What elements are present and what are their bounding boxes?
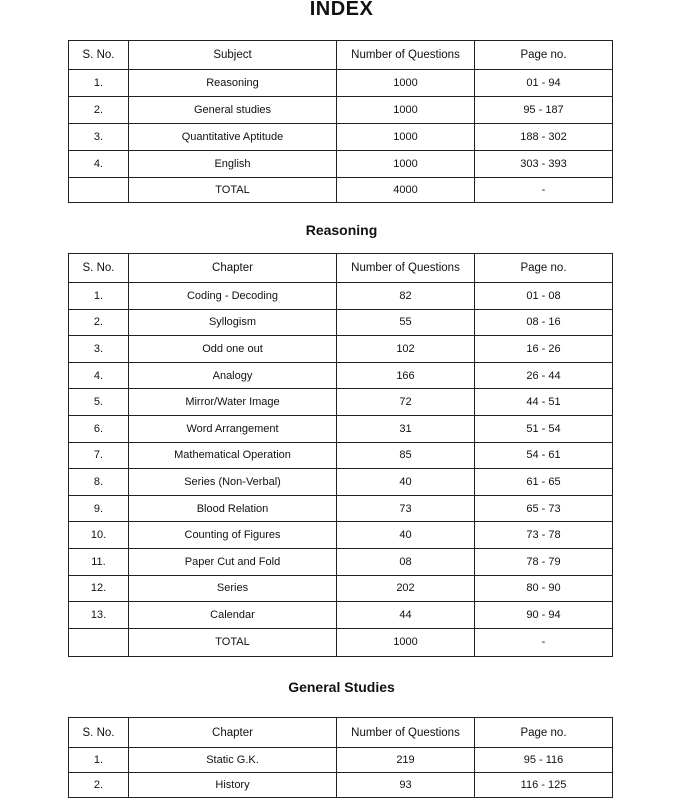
cell-subject: Series (Non-Verbal)	[129, 469, 337, 496]
cell-page: 303 - 393	[475, 151, 613, 178]
cell-page: 116 - 125	[475, 773, 613, 798]
cell-sno: 8.	[69, 469, 129, 496]
cell-subject: Calendar	[129, 602, 337, 629]
index-table	[68, 40, 613, 203]
column-header-sno: S. No.	[69, 718, 129, 748]
cell-subject: Static G.K.	[129, 748, 337, 773]
total-cell-subject: TOTAL	[129, 178, 337, 203]
table-row	[69, 389, 613, 416]
cell-questions: 1000	[337, 70, 475, 97]
table-row	[69, 415, 613, 442]
column-header-page: Page no.	[475, 254, 613, 283]
cell-page: 78 - 79	[475, 548, 613, 575]
general-studies-table	[68, 717, 613, 798]
table-row	[69, 575, 613, 602]
total-row	[69, 178, 613, 203]
cell-subject: Reasoning	[129, 70, 337, 97]
cell-page: 80 - 90	[475, 575, 613, 602]
cell-subject: Analogy	[129, 362, 337, 389]
cell-page: 95 - 187	[475, 97, 613, 124]
cell-questions: 82	[337, 283, 475, 310]
page-title: INDEX	[309, 0, 374, 20]
table-row	[69, 362, 613, 389]
cell-page: 95 - 116	[475, 748, 613, 773]
cell-questions: 55	[337, 309, 475, 336]
table-row	[69, 151, 613, 178]
table-row	[69, 495, 613, 522]
cell-sno: 1.	[69, 283, 129, 310]
cell-page: 188 - 302	[475, 124, 613, 151]
cell-questions: 93	[337, 773, 475, 798]
cell-sno: 13.	[69, 602, 129, 629]
cell-questions: 40	[337, 522, 475, 549]
cell-page: 73 - 78	[475, 522, 613, 549]
cell-page: 16 - 26	[475, 336, 613, 363]
column-header-subject: Chapter	[129, 254, 337, 283]
cell-page: 01 - 94	[475, 70, 613, 97]
cell-page: 90 - 94	[475, 602, 613, 629]
cell-sno: 4.	[69, 362, 129, 389]
cell-questions: 08	[337, 548, 475, 575]
table-row	[69, 70, 613, 97]
cell-sno: 2.	[69, 309, 129, 336]
column-header-questions: Number of Questions	[337, 718, 475, 748]
cell-sno: 6.	[69, 415, 129, 442]
cell-subject: Quantitative Aptitude	[129, 124, 337, 151]
cell-questions: 31	[337, 415, 475, 442]
cell-questions: 73	[337, 495, 475, 522]
table-row	[69, 309, 613, 336]
cell-subject: Mirror/Water Image	[129, 389, 337, 416]
total-cell-sno	[69, 628, 129, 656]
cell-sno: 4.	[69, 151, 129, 178]
cell-questions: 1000	[337, 97, 475, 124]
total-cell-sno	[69, 178, 129, 203]
table-row	[69, 773, 613, 798]
table-row	[69, 748, 613, 773]
cell-questions: 102	[337, 336, 475, 363]
table-header-row	[69, 718, 613, 748]
table-row	[69, 602, 613, 629]
column-header-page: Page no.	[475, 718, 613, 748]
cell-subject: Coding - Decoding	[129, 283, 337, 310]
cell-questions: 166	[337, 362, 475, 389]
cell-questions: 40	[337, 469, 475, 496]
cell-page: 01 - 08	[475, 283, 613, 310]
cell-questions: 1000	[337, 124, 475, 151]
cell-questions: 85	[337, 442, 475, 469]
total-cell-subject: TOTAL	[129, 628, 337, 656]
cell-questions: 72	[337, 389, 475, 416]
cell-sno: 12.	[69, 575, 129, 602]
general-studies-heading: General Studies	[288, 679, 395, 695]
column-header-questions: Number of Questions	[337, 41, 475, 70]
cell-page: 65 - 73	[475, 495, 613, 522]
reasoning-table	[68, 253, 613, 657]
total-row	[69, 628, 613, 656]
table-row	[69, 124, 613, 151]
cell-sno: 1.	[69, 748, 129, 773]
cell-sno: 2.	[69, 97, 129, 124]
cell-questions: 1000	[337, 151, 475, 178]
cell-sno: 3.	[69, 336, 129, 363]
cell-questions: 44	[337, 602, 475, 629]
cell-page: 26 - 44	[475, 362, 613, 389]
cell-sno: 7.	[69, 442, 129, 469]
cell-sno: 10.	[69, 522, 129, 549]
reasoning-heading: Reasoning	[305, 222, 378, 238]
cell-subject: Paper Cut and Fold	[129, 548, 337, 575]
cell-subject: Mathematical Operation	[129, 442, 337, 469]
table-row	[69, 548, 613, 575]
total-cell-page: -	[475, 628, 613, 656]
cell-sno: 1.	[69, 70, 129, 97]
column-header-page: Page no.	[475, 41, 613, 70]
cell-page: 54 - 61	[475, 442, 613, 469]
cell-questions: 202	[337, 575, 475, 602]
cell-sno: 2.	[69, 773, 129, 798]
table-header-row	[69, 254, 613, 283]
cell-subject: English	[129, 151, 337, 178]
cell-sno: 3.	[69, 124, 129, 151]
table-row	[69, 283, 613, 310]
table-row	[69, 469, 613, 496]
column-header-subject: Subject	[129, 41, 337, 70]
total-cell-questions: 1000	[337, 628, 475, 656]
cell-subject: General studies	[129, 97, 337, 124]
column-header-subject: Chapter	[129, 718, 337, 748]
cell-subject: Word Arrangement	[129, 415, 337, 442]
cell-subject: Syllogism	[129, 309, 337, 336]
table-row	[69, 97, 613, 124]
table-header-row	[69, 41, 613, 70]
cell-subject: Blood Relation	[129, 495, 337, 522]
cell-subject: Series	[129, 575, 337, 602]
column-header-sno: S. No.	[69, 254, 129, 283]
table-row	[69, 522, 613, 549]
cell-page: 51 - 54	[475, 415, 613, 442]
total-cell-page: -	[475, 178, 613, 203]
cell-page: 44 - 51	[475, 389, 613, 416]
cell-sno: 11.	[69, 548, 129, 575]
cell-subject: Odd one out	[129, 336, 337, 363]
column-header-sno: S. No.	[69, 41, 129, 70]
table-row	[69, 336, 613, 363]
table-row	[69, 442, 613, 469]
cell-page: 61 - 65	[475, 469, 613, 496]
cell-subject: Counting of Figures	[129, 522, 337, 549]
cell-subject: History	[129, 773, 337, 798]
cell-page: 08 - 16	[475, 309, 613, 336]
cell-sno: 5.	[69, 389, 129, 416]
cell-questions: 219	[337, 748, 475, 773]
cell-sno: 9.	[69, 495, 129, 522]
column-header-questions: Number of Questions	[337, 254, 475, 283]
total-cell-questions: 4000	[337, 178, 475, 203]
